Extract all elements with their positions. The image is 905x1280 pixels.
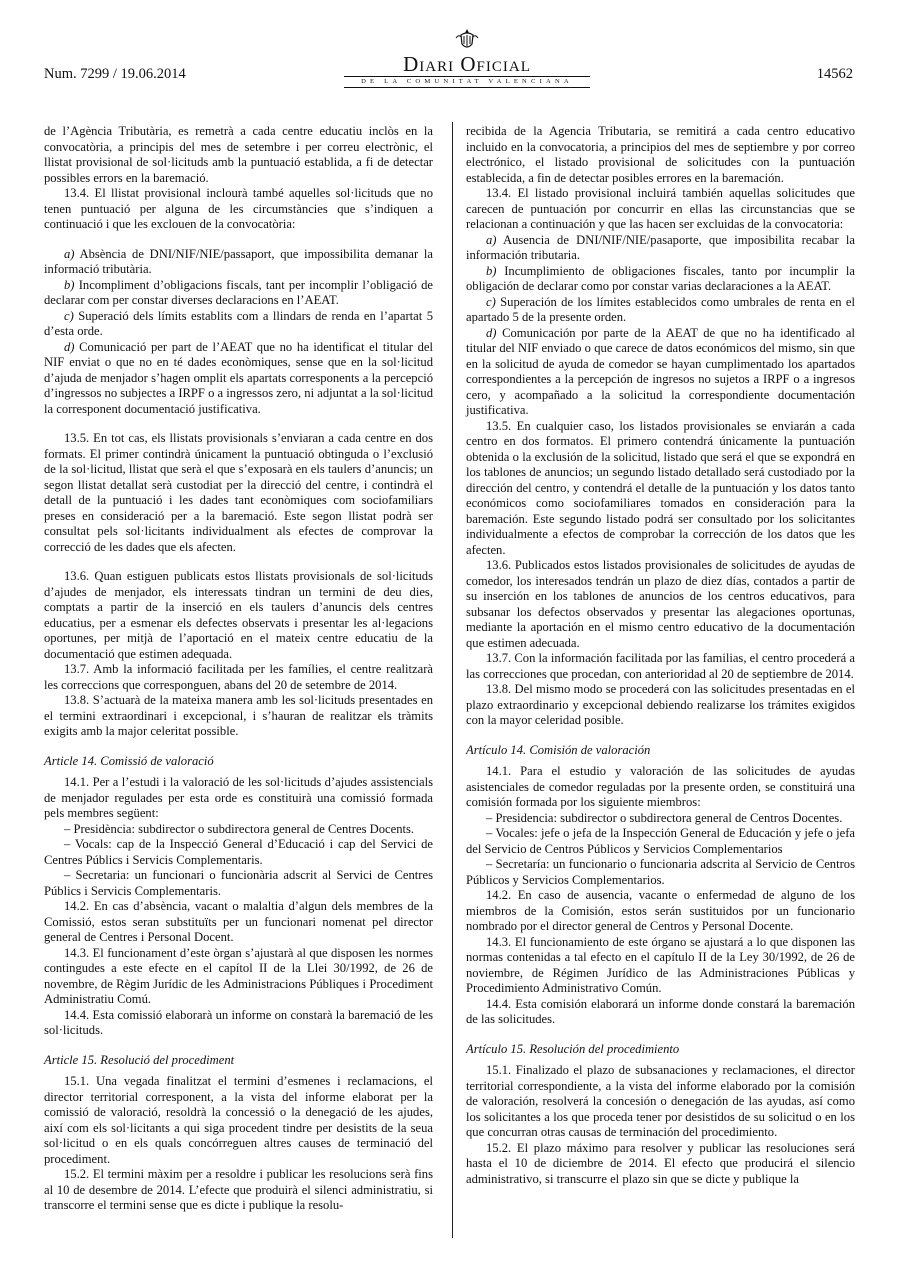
page-header — [44, 28, 853, 88]
item-label: d) — [64, 339, 75, 354]
paragraph-15-1: 15.1. Una vegada finalitzat el termini d’esmenes i reclamacions, el director territorial corresponent, a la vista del informe elaborat per la comissió de valoració, resoldrà la concessió o la denegació de les ajudes, així com els sol·licitants a qui siga procedent tindre per desistits de la seua sol·licitud o en els quals concórreguen altres causes de terminació del procediment. — [44, 1074, 433, 1166]
item-label: b) — [486, 263, 497, 278]
paragraph-14-3: 14.3. El funcionamiento de este órgano se ajustará a lo que disponen las normas contenidas a tal efecto en el capítulo II de la Ley 30/1992, de 26 de noviembre, de Régimen Jurídico de las Administraciones Públicas y Procedimiento Administrativo Común. — [466, 934, 855, 995]
item-label: b) — [64, 277, 75, 292]
item-label: c) — [486, 294, 496, 309]
paragraph-14-1: 14.1. Para el estudio y valoración de las solicitudes de ayudas asistenciales de comedor reguladas por la presente orden, se constituirá una comisión formada por los siguiente miembros: — [466, 764, 855, 809]
member-vocals: – Vocals: cap de la Inspecció General d’Educació i cap del Servici de Centres Públics i Servicis Complementaris. — [44, 837, 433, 867]
article-15-heading: Artículo 15. Resolución del procedimiento — [466, 1041, 680, 1056]
column-divider — [452, 122, 453, 1238]
item-label: c) — [64, 308, 74, 323]
coat-of-arms-icon — [452, 28, 482, 54]
item-label: a) — [64, 246, 75, 261]
paragraph-13-4: 13.4. El llistat provisional inclourà també aquelles sol·licituds que no tenen puntuació per alguna de les circumstàncies que s’indiquen a continuació i que les exclouen de la convocatòria: — [44, 186, 433, 231]
paragraph-14-2: 14.2. En cas d’absència, vacant o malaltia d’algun dels membres de la Comissió, estos seran substituïts per un funcionari nomenat pel director general de Centres i Personal Docent. — [44, 899, 433, 944]
paragraph-13-6: 13.6. Publicados estos listados provisionales de solicitudes de ayudas de comedor, los interesados tendrán un plazo de diez días, contados a partir de su inserción en los tablones de anuncios de los centros educativos, para subsanar los defectos observados y presentar las alegaciones oportunas, mediante la aportación en el mismo centro educativo de la documentación que estimen adecuada. — [466, 558, 855, 650]
paragraph-15-2: 15.2. El termini màxim per a resoldre i publicar les resolucions serà fins al 10 de desembre de 2014. L’efecte que produirà el silenci administratiu, si transcorre el termini sense que es dicte i publique la resolu- — [44, 1167, 433, 1212]
article-14-heading: Article 14. Comissió de valoració — [44, 753, 214, 768]
paragraph-14-2: 14.2. En caso de ausencia, vacante o enfermedad de alguno de los miembros de la Comisión, estos serán sustituidos por un funcionario nombrado por el director general de Centros y Personal Docente. — [466, 888, 855, 933]
paragraph-15-2: 15.2. El plazo máximo para resolver y publicar las resoluciones será hasta el 10 de diciembre de 2014. El efecto que producirá el silencio administrativo, si transcurre el plazo sin que se dicte y publique la — [466, 1140, 855, 1186]
paragraph-13-7: 13.7. Amb la informació facilitada per les famílies, el centre realitzarà les correccions que corresponguen, abans del 20 de setembre de 2014. — [44, 662, 433, 692]
list-item-b: b) Incompliment d’obligacions fiscals, tant per incomplir l’obligació de declarar com per constar diverses declaracions en l’AEAT. — [44, 277, 433, 307]
list-item-b: b) Incumplimiento de obligaciones fiscales, tanto por incumplir la obligación de declarar como por constar varias declaraciones a la AEAT. — [466, 263, 855, 293]
item-label: d) — [486, 325, 497, 340]
article-15-heading: Article 15. Resolució del procediment — [44, 1052, 235, 1067]
masthead — [344, 28, 590, 88]
member-presidency: – Presidencia: subdirector o subdirectora general de Centros Docentes. — [486, 810, 843, 825]
paragraph-13-8: 13.8. S’actuarà de la mateixa manera amb les sol·licituds presentades en el termini extraordinari i excepcional, i s’hauran de realitzar els tràmits exigits amb la major celeritat possible. — [44, 693, 433, 738]
masthead-title: Diari Oficial — [403, 52, 531, 76]
item-label: a) — [486, 232, 497, 247]
paragraph-13-7: 13.7. Con la información facilitada por las familias, el centro procederá a las correcciones que procedan, con anterioridad al 20 de septiembre de 2014. — [466, 651, 855, 681]
paragraph-13-5: 13.5. En tot cas, els llistats provisionals s’enviaran a cada centre en dos formats. El primer contindrà únicament la puntuació obtinguda o l’exclusió de la sol·licitud, llistat que serà el que s’exposarà en els taulers d’anuncis; un segon llistat detallat serà custodiat per la direcció del centre, i contindrà el detall de la puntuació i les dades tant econòmiques com sociofamiliars preses en consideració per a la baremació. Este segon llistat podrà ser consultat pels sol·licitants individualment als efectes de comprovar la correcció de les dades que els afecten. — [44, 431, 433, 554]
issue-number: Num. 7299 / 19.06.2014 — [44, 66, 186, 82]
paragraph-15-1: 15.1. Finalizado el plazo de subsanaciones y reclamaciones, el director territorial correspondiente, a la vista del informe elaborado por la comisión de valoración, resolverá la concesión o denegación de las ayudas, así como los solicitantes a los que proceda tener por desistidos de su solicitud o en los que concurran otras causas de terminación del procedimiento. — [466, 1063, 855, 1139]
member-presidency: – Presidència: subdirector o subdirectora general de Centres Docents. — [64, 821, 415, 836]
column-valencian — [44, 124, 433, 1214]
list-item-d: d) Comunicación por parte de la AEAT de que no ha identificado al titular del NIF enviado o que carece de datos económicos del mismo, sin que en la solicitud de ayuda de comedor se hayan cumplimentado los apartados correspondientes a la percepción de ingresos no sujetos a IRPF o a ingresos cero, y acompañado a la solicitud la correspondiente documentación justificativa. — [466, 325, 855, 417]
list-item-a: a) Ausencia de DNI/NIF/NIE/pasaporte, que imposibilita recabar la información tributaria. — [466, 232, 855, 262]
paragraph-13-8: 13.8. Del mismo modo se procederá con las solicitudes presentadas en el plazo extraordinario y excepcional debiendo realizarse los trámites exigidos con la mayor celeridad posible. — [466, 682, 855, 727]
list-item-d: d) Comunicació per part de l’AEAT que no ha identificat el titular del NIF enviat o que no en té dades econòmiques, sense que en la sol·licitud d’ajuda de menjador s’hagen omplit els apartats corresponents a la percepció d’ingressos no subjectes a IRPF o a ingressos zero, ni adjuntat a la sol·licitud la corresponent documentació justificativa. — [44, 339, 433, 416]
column-spanish — [466, 124, 855, 1187]
paragraph-14-4: 14.4. Esta comisión elaborará un informe donde constará la baremación de las solicitudes. — [466, 996, 855, 1026]
paragraph-14-3: 14.3. El funcionament d’este òrgan s’ajustarà al que disposen les normes contingudes a este efecte en el capítol II de la Llei 30/1992, de 26 de novembre, de Règim Jurídic de les Administracions Públiques i Procediment Administratiu Comú. — [44, 945, 433, 1006]
list-item-a: a) Absència de DNI/NIF/NIE/passaport, que impossibilita demanar la informació tributària. — [44, 246, 433, 276]
member-vocals: – Vocales: jefe o jefa de la Inspección General de Educación y jefe o jefa del Servicio de Centros Públicos y Servicios Complementarios — [466, 826, 855, 856]
paragraph: recibida de la Agencia Tributaria, se remitirá a cada centro educativo incluido en la convocatoria, a principios del mes de septiembre y por correo electrónico, el listado provisional de solicitudes con la puntuación establecida, a fin de detectar posibles errores en la baremación. — [466, 124, 855, 185]
member-secretary: – Secretaría: un funcionario o funcionaria adscrita al Servicio de Centros Públicos y Servicios Complementarios. — [466, 857, 855, 887]
article-14-heading: Artículo 14. Comisión de valoración — [466, 742, 651, 757]
masthead-subtitle: DE LA COMUNITAT VALENCIANA — [361, 78, 573, 85]
paragraph-13-4: 13.4. El listado provisional incluirá también aquellas solicitudes que carecen de puntuación por concurrir en ellas las circunstancias que se relacionan a continuación y que las hacen ser excluidas de la convocatoria: — [466, 186, 855, 231]
paragraph-14-1: 14.1. Per a l’estudi i la valoració de les sol·licituds d’ajudes assistencials de menjador regulades per esta orde es constituirà una comissió formada pels membres següent: — [44, 775, 433, 820]
paragraph-13-6: 13.6. Quan estiguen publicats estos llistats provisionals de sol·licituds d’ajudes de menjador, els interessats tindran un termini de deu dies, comptats a partir de la inserció en els taulers d’anuncis dels centres educatius, per a esmenar els defectes observats i presentar les al·legacions oportunes, per mitjà de l’aportació en el mateix centre educatiu de la documentació que estimen adequada. — [44, 569, 433, 661]
paragraph: de l’Agència Tributària, es remetrà a cada centre educatiu inclòs en la convocatòria, a principis del mes de setembre i per correu electrònic, el llistat provisional de sol·licituds amb la puntuació establida, a fi de detectar possibles errors en la baremació. — [44, 124, 433, 185]
paragraph-14-4: 14.4. Esta comissió elaborarà un informe on constarà la baremació de les sol·licituds. — [44, 1007, 433, 1037]
page-number: 14562 — [816, 66, 853, 82]
member-secretary: – Secretaria: un funcionari o funcionària adscrit al Servici de Centres Públics i Servicis Complementaris. — [44, 868, 433, 898]
list-item-c: c) Superación de los límites establecidos como umbrales de renta en el apartado 5 de la presente orden. — [466, 294, 855, 324]
list-item-c: c) Superació dels límits establits com a llindars de renda en l’apartat 5 d’esta orde. — [44, 308, 433, 338]
paragraph-13-5: 13.5. En cualquier caso, los listados provisionales se enviarán a cada centro en dos formatos. El primero contendrá únicamente la puntuación obtenida o la exclusión de la solicitud, listado que será el que se expondrá en los tablones de anuncios; un segundo listado detallado será custodiado por la dirección del centro, y contendrá el detalle de la puntuación y los datos tanto económicos como sociofamiliares tomados en consideración para la baremación. Este segundo listado podrá ser consultado por los solicitantes individualmente a efectos de comprobar la corrección de los datos que les afecten. — [466, 418, 855, 557]
